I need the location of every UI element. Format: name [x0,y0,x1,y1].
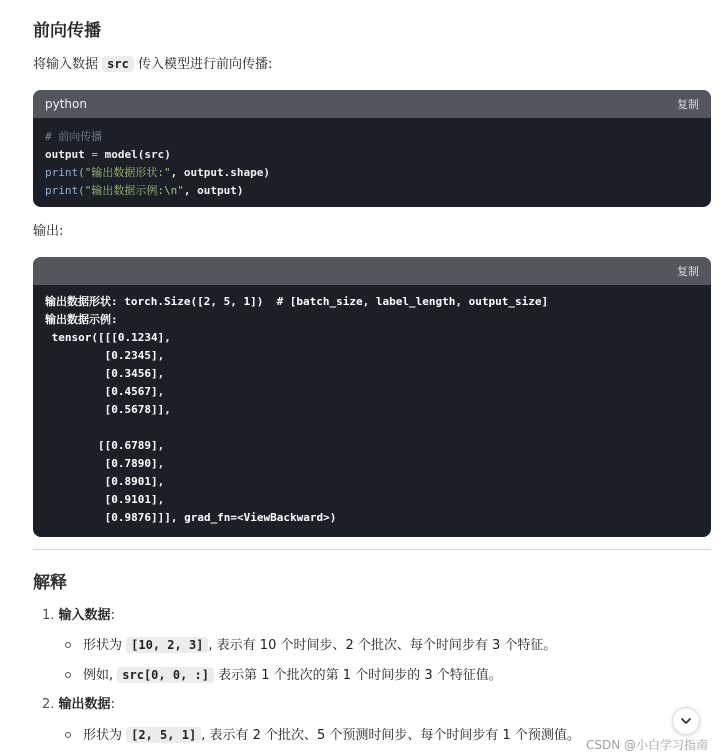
output-line: [0.4567], [45,385,165,398]
code-line: # 前向传播 [45,130,103,143]
sub-item-text: 形状为 [83,728,123,743]
copy-button[interactable]: 复制 [677,265,699,278]
code-token: ("输出数据形状:" [78,166,171,179]
list-number: 1. [42,608,55,623]
code-token: , output) [183,184,244,197]
output-line: 输出数据示例: [45,313,118,326]
code-language-label: python [45,97,87,111]
output-line: [0.7890], [45,457,165,470]
list-item-colon: : [110,697,115,712]
list-item-title: 输入数据 [58,608,111,623]
output-line: tensor([[[0.1234], [45,331,171,344]
code-token: , output.shape) [170,166,270,179]
output-line: [0.8901], [45,475,165,488]
code-block-header [33,90,711,118]
code-token: (src) [137,148,171,161]
sub-item-text: 表示第 1 个批次的第 1 个时间步的 3 个特征值。 [218,668,502,683]
output-line: 输出数据形状: torch.Size([2, 5, 1]) # [batch_size, label_length, output_size] [45,295,549,308]
inline-code: [10, 2, 3] [126,637,208,653]
list-item-colon: : [110,608,115,623]
list-item-output [42,695,115,715]
output-label: 输出: [33,224,64,239]
list-item-input [42,606,115,626]
inline-code-src: src [102,56,134,72]
code-body [33,118,711,207]
watermark: CSDN @小白学习指南 [586,738,709,752]
output-line: [[0.6789], [45,439,165,452]
section-divider [33,549,711,550]
copy-button[interactable]: 复制 [677,98,699,111]
code-block-output [33,257,711,537]
code-token: print [45,184,79,197]
section-heading-explain: 解释 [33,573,67,593]
code-token: model [104,148,138,161]
scroll-down-button[interactable] [672,707,700,735]
code-block-python [33,90,711,207]
bullet-icon [65,642,71,648]
output-line: [0.3456], [45,367,165,380]
code-block-header [33,257,711,285]
inline-code: [2, 5, 1] [126,727,201,743]
code-token: print [45,166,79,179]
output-line: [0.9101], [45,493,165,506]
intro-text-after: 传入模型进行前向传播: [137,57,273,72]
output-line: [0.2345], [45,349,165,362]
sub-item-input-shape [83,635,556,656]
output-line: [0.9876]]], grad_fn=<ViewBackward>) [45,511,337,524]
code-line [45,164,699,182]
intro-text-before: 将输入数据 [33,57,99,72]
sub-item-output-shape [83,725,580,746]
code-body [33,285,711,535]
code-line [45,182,699,200]
bullet-icon [65,672,71,678]
code-line [45,146,699,164]
sub-item-text: , 表示有 2 个批次、5 个预测时间步、每个时间步有 1 个预测值。 [201,728,580,743]
output-line [45,419,699,437]
list-number: 2. [42,697,55,712]
chevron-down-icon [679,714,693,728]
forward-intro [33,54,272,75]
section-heading-forward: 前向传播 [33,21,101,41]
output-line: [0.5678]], [45,403,171,416]
sub-item-text: 形状为 [83,638,123,653]
sub-item-input-example [83,665,502,686]
code-token: output [45,148,85,161]
code-token: = [84,148,105,161]
bullet-icon [65,732,71,738]
sub-item-text: , 表示有 10 个时间步、2 个批次、每个时间步有 3 个特征。 [208,638,557,653]
list-item-title: 输出数据 [58,697,111,712]
code-token: ("输出数据示例:\n" [78,184,184,197]
sub-item-text: 例如, [83,668,114,683]
inline-code: src[0, 0, :] [117,667,214,683]
